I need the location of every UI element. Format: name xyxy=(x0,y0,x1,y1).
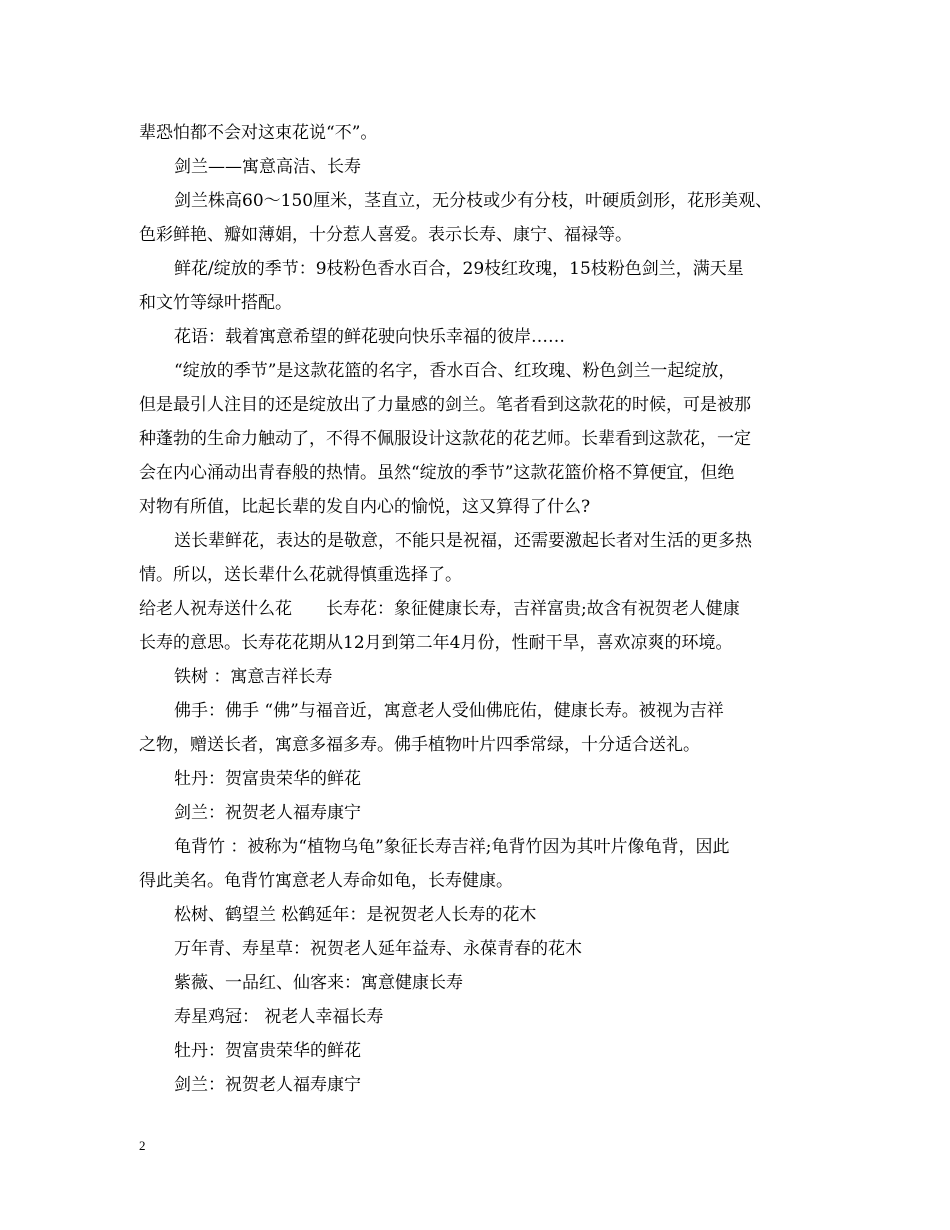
text-line: 牡丹：贺富贵荣华的鲜花 xyxy=(174,769,361,789)
text-line: 松树、鹤望兰 松鹤延年：是祝贺老人长寿的花木 xyxy=(174,905,537,925)
text-line: 鲜花/绽放的季节：9枝粉色香水百合，29枝红玫瑰，15枝粉色剑兰，满天星 xyxy=(174,259,744,279)
text-line: 情。所以，送长辈什么花就得慎重选择了。 xyxy=(139,565,462,585)
text-line: 给老人祝寿送什么花 长寿花：象征健康长寿，吉祥富贵;故含有祝贺老人健康 xyxy=(139,599,740,619)
text-line: 寿星鸡冠： 祝老人幸福长寿 xyxy=(174,1007,384,1027)
text-line: 送长辈鲜花，表达的是敬意，不能只是祝福，还需要激起长者对生活的更多热 xyxy=(174,531,752,551)
text-line: “绽放的季节”是这款花篮的名字，香水百合、红玫瑰、粉色剑兰一起绽放， xyxy=(174,361,736,381)
text-line: 种蓬勃的生命力触动了，不得不佩服设计这款花的花艺师。长辈看到这款花，一定 xyxy=(139,429,751,449)
text-line: 剑兰——寓意高洁、长寿 xyxy=(174,157,361,177)
text-line: 长寿的意思。长寿花花期从12月到第二年4月份，性耐干旱，喜欢凉爽的环境。 xyxy=(139,633,733,653)
text-line: 牡丹：贺富贵荣华的鲜花 xyxy=(174,1041,361,1061)
text-line: 和文竹等绿叶搭配。 xyxy=(139,293,292,313)
text-line: 佛手：佛手 “佛”与福音近，寓意老人受仙佛庇佑，健康长寿。被视为吉祥 xyxy=(174,701,724,721)
text-line: 万年青、寿星草：祝贺老人延年益寿、永葆青春的花木 xyxy=(174,939,582,959)
text-line: 之物，赠送长者，寓意多福多寿。佛手植物叶片四季常绿，十分适合送礼。 xyxy=(139,735,700,755)
page-number: 2 xyxy=(139,1138,146,1153)
text-line: 剑兰：祝贺老人福寿康宁 xyxy=(174,1075,361,1095)
text-line: 花语：载着寓意希望的鲜花驶向快乐幸福的彼岸…… xyxy=(174,327,565,347)
text-line: 会在内心涌动出青春般的热情。虽然“绽放的季节”这款花篮价格不算便宜，但绝 xyxy=(139,463,735,483)
document-body xyxy=(139,116,829,1102)
text-line: 对物有所值，比起长辈的发自内心的愉悦，这又算得了什么? xyxy=(139,497,591,517)
text-line: 紫薇、一品红、仙客来：寓意健康长寿 xyxy=(174,973,463,993)
text-line: 铁树 ：寓意吉祥长寿 xyxy=(174,667,333,687)
text-line: 剑兰株高60～150厘米，茎直立，无分枝或少有分枝，叶硬质剑形，花形美观、 xyxy=(174,191,773,211)
text-line: 得此美名。龟背竹寓意老人寿命如龟，长寿健康。 xyxy=(139,871,513,891)
text-line: 龟背竹 ：被称为“植物乌龟”象征长寿吉祥;龟背竹因为其叶片像龟背，因此 xyxy=(174,837,730,857)
text-line: 但是最引人注目的还是绽放出了力量感的剑兰。笔者看到这款花的时候，可是被那 xyxy=(139,395,751,415)
text-line: 辈恐怕都不会对这束花说“不”。 xyxy=(139,123,378,143)
text-line: 剑兰：祝贺老人福寿康宁 xyxy=(174,803,361,823)
text-line: 色彩鲜艳、瓣如薄娟，十分惹人喜爱。表示长寿、康宁、福禄等。 xyxy=(139,225,632,245)
